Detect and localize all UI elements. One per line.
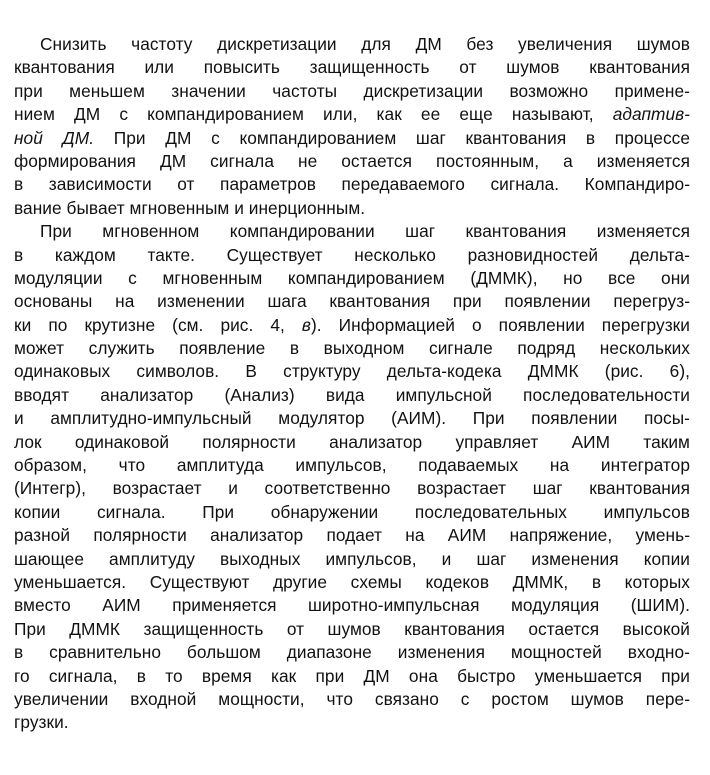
- text-run: го сигнала, в то время как при ДМ она быстро уменьшается при: [14, 665, 690, 686]
- text-line: [14, 407, 690, 430]
- text-line: [14, 524, 690, 547]
- text-run: лок одинаковой полярности анализатор управляет АИМ таким: [14, 431, 690, 452]
- text-line: [14, 267, 690, 290]
- document-page: [14, 33, 690, 735]
- text-run: При ДМ с компандированием шаг квантования в процессе: [94, 127, 690, 148]
- text-line: [14, 454, 690, 477]
- text-run: и амплитудно-импульсный модулятор (АИМ). При появлении посы-: [14, 408, 690, 429]
- text-line: [14, 665, 690, 688]
- text-run: нием ДМ с компандированием или, как ее еще называют,: [14, 104, 613, 125]
- text-run: в зависимости от параметров передаваемого сигнала. Компандиро-: [14, 174, 690, 195]
- text-run: вместо АИМ применяется широтно-импульсная модуляция (ШИМ).: [14, 595, 690, 616]
- text-run: основаны на изменении шага квантования при появлении перегруз-: [14, 291, 690, 312]
- text-line: [14, 127, 690, 150]
- text-run: одинаковых символов. В структуру дельта-кодека ДММК (рис. 6),: [14, 361, 690, 382]
- text-line: [14, 150, 690, 173]
- text-run: в сравнительно большом диапазоне изменения мощностей входно-: [14, 642, 690, 663]
- text-run: При мгновенном компандировании шаг квантования изменяется: [40, 221, 690, 242]
- text-line: [14, 548, 690, 571]
- text-run: образом, что амплитуда импульсов, подаваемых на интегратор: [14, 455, 690, 476]
- text-run: увеличении входной мощности, что связано с ростом шумов пере-: [14, 688, 690, 709]
- text-line: [14, 314, 690, 337]
- italic-term: в: [301, 314, 311, 335]
- text-run: разной полярности анализатор подает на АИМ напряжение, умень-: [14, 525, 690, 546]
- text-line: [14, 56, 690, 79]
- text-run: грузки.: [14, 712, 69, 733]
- text-line: [14, 477, 690, 500]
- paragraph-instant-companding: [14, 220, 690, 735]
- text-run: квантования или повысить защищенность от шумов квантования: [14, 57, 690, 78]
- text-line: [14, 571, 690, 594]
- paragraph-adaptive-dm: [14, 33, 690, 220]
- text-run: ). Информацией о появлении перегрузки: [311, 314, 690, 335]
- italic-term: адаптив-: [612, 104, 690, 125]
- text-line: [14, 360, 690, 383]
- text-run: При ДММК защищенность от шумов квантования остается высокой: [14, 618, 690, 639]
- text-line: [14, 594, 690, 617]
- text-run: копии сигнала. При обнаружении последовательных импульсов: [14, 501, 690, 522]
- text-line: [14, 80, 690, 103]
- text-run: при меньшем значении частоты дискретизации возможно примене-: [14, 80, 690, 101]
- text-run: формирования ДМ сигнала не остается постоянным, а изменяется: [14, 150, 690, 171]
- text-line: [14, 431, 690, 454]
- text-run: уменьшается. Существуют другие схемы кодеков ДММК, в которых: [14, 571, 690, 592]
- text-line: [14, 641, 690, 664]
- text-run: Снизить частоту дискретизации для ДМ без увеличения шумов: [40, 34, 690, 54]
- text-line: [14, 384, 690, 407]
- text-line: [14, 688, 690, 711]
- text-run: ки по крутизне (см. рис. 4,: [14, 314, 302, 335]
- text-line: [14, 244, 690, 267]
- text-line: [14, 173, 690, 196]
- text-run: вание бывает мгновенным и инерционным.: [14, 197, 366, 218]
- text-line: [14, 220, 690, 243]
- text-run: (Интегр), возрастает и соответственно возрастает шаг квантования: [14, 478, 690, 499]
- italic-term: ной ДМ.: [14, 127, 95, 148]
- text-line: [14, 337, 690, 360]
- text-run: шающее амплитуду выходных импульсов, и шаг изменения копии: [14, 548, 690, 569]
- text-line: [14, 501, 690, 524]
- text-line: [14, 290, 690, 313]
- text-line: [14, 103, 690, 126]
- text-run: может служить появление в выходном сигнале подряд нескольких: [14, 338, 690, 359]
- text-line: [14, 618, 690, 641]
- text-run: модуляции с мгновенным компандированием (ДММК), но все они: [14, 267, 690, 288]
- text-line: [14, 711, 690, 734]
- text-run: в каждом такте. Существует несколько разновидностей дельта-: [14, 244, 690, 265]
- text-line: [14, 197, 690, 220]
- text-run: вводят анализатор (Анализ) вида импульсной последовательности: [14, 384, 690, 405]
- text-line: [14, 33, 690, 56]
